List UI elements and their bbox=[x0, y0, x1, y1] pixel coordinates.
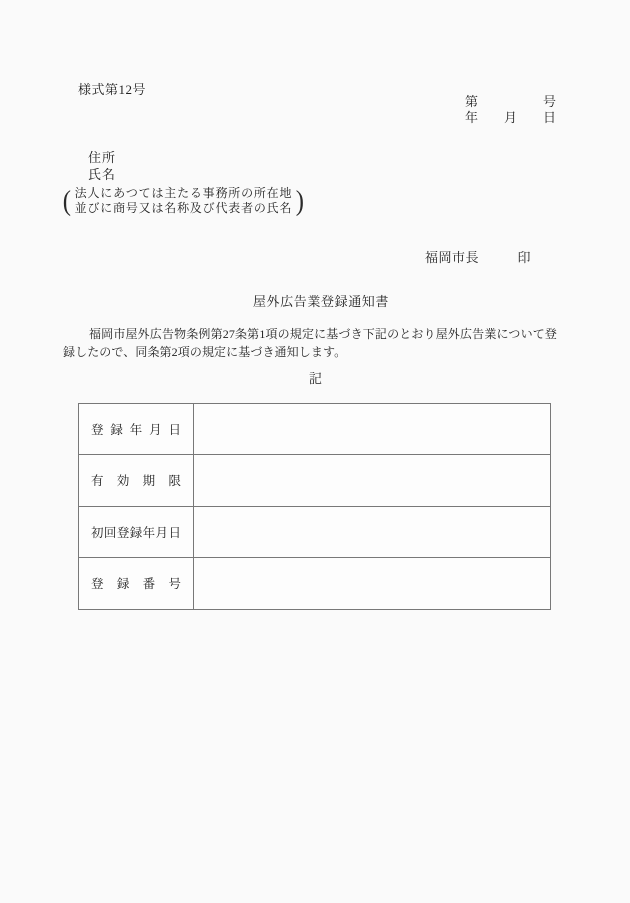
doc-number-line bbox=[465, 94, 556, 109]
issuer-line bbox=[425, 250, 531, 266]
doc-number-suffix: 号 bbox=[542, 94, 556, 109]
section-marker: 記 bbox=[309, 371, 323, 386]
date-month-label: 月 bbox=[503, 110, 517, 125]
table-label-registration-date-text: 登 録 年 月 日 bbox=[91, 423, 181, 438]
table-value-first-registration-date bbox=[194, 507, 550, 558]
corporate-note-lines bbox=[75, 186, 293, 216]
table-value-registration-date bbox=[194, 404, 550, 455]
form-number: 様式第12号 bbox=[78, 82, 147, 97]
table-label-validity-period-text: 有 効 期 限 bbox=[91, 474, 181, 489]
doc-number-prefix: 第 bbox=[465, 94, 479, 109]
corporate-note-line1: 法人にあつては主たる事務所の所在地 bbox=[74, 186, 293, 200]
date-line bbox=[465, 110, 556, 125]
registration-table bbox=[78, 403, 551, 610]
table-value-registration-number bbox=[194, 558, 550, 609]
name-label: 氏名 bbox=[88, 167, 117, 182]
table-label-registration-date bbox=[79, 404, 194, 455]
document-title: 屋外広告業登録通知書 bbox=[253, 294, 390, 309]
table-label-first-registration-date-text: 初 回 登 録 年 月 日 bbox=[91, 525, 181, 540]
address-label: 住所 bbox=[88, 150, 117, 165]
corporate-note bbox=[62, 185, 305, 217]
seal-placeholder: 印 bbox=[517, 250, 531, 265]
corporate-note-line2: 並びに商号又は名称及び代表者の氏名 bbox=[74, 201, 293, 215]
close-paren: ) bbox=[296, 185, 305, 217]
table-label-first-registration-date bbox=[79, 507, 194, 558]
table-label-validity-period bbox=[79, 455, 194, 506]
table-label-registration-number-text: 登 録 番 号 bbox=[91, 577, 181, 592]
date-day-label: 日 bbox=[542, 110, 556, 125]
open-paren: ( bbox=[62, 185, 71, 217]
issuer-name: 福岡市長 bbox=[425, 250, 480, 265]
table-label-registration-number bbox=[79, 558, 194, 609]
body-paragraph: 福岡市屋外広告物条例第27条第1項の規定に基づき下記のとおり屋外広告業について登録したので、同条第2項の規定に基づき通知します。 bbox=[63, 327, 557, 359]
date-year-label: 年 bbox=[465, 110, 479, 125]
table-value-validity-period bbox=[194, 455, 550, 506]
